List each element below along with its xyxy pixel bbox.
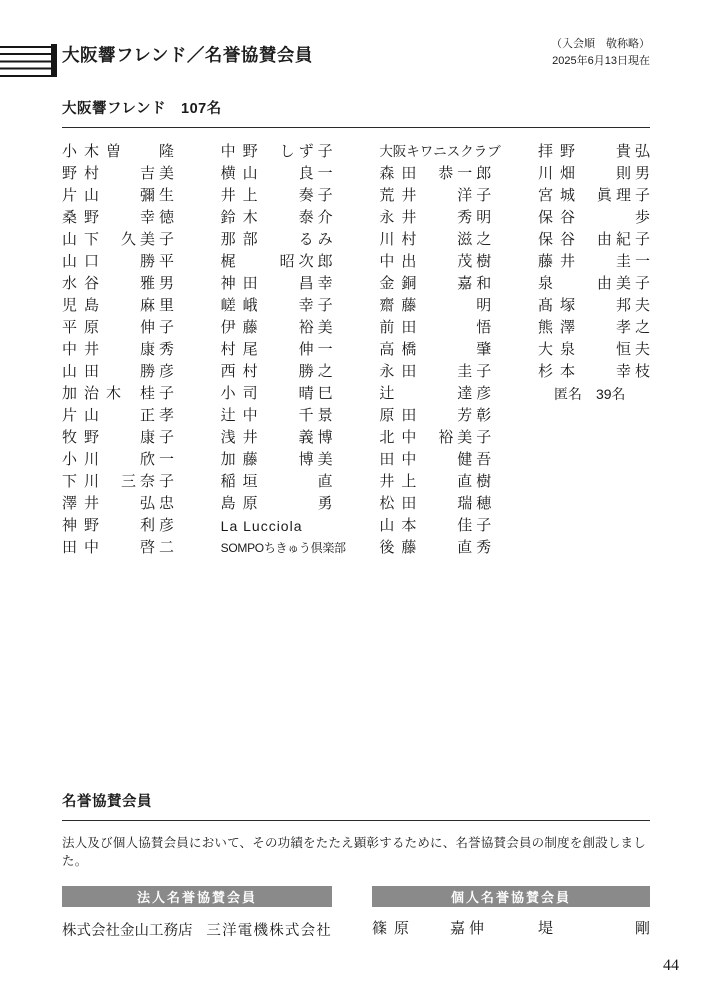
member-name — [221, 229, 333, 251]
member-name — [379, 317, 491, 339]
member-givenname: 勝 平 — [139, 253, 174, 270]
member-name — [379, 185, 491, 207]
member-givenname: 康 秀 — [139, 341, 174, 358]
name-column — [538, 141, 650, 559]
member-name — [221, 163, 333, 185]
member-organization: La Lucciola — [220, 518, 303, 534]
friends-heading: 大阪響フレンド 107名 — [62, 97, 650, 128]
member-surname: 山 口 — [62, 253, 100, 270]
member-givenname: 奏 子 — [298, 187, 333, 204]
member-givenname: 恒 夫 — [615, 341, 650, 358]
member-name — [221, 141, 333, 163]
member-givenname: 泰 介 — [298, 209, 333, 226]
member-name — [62, 471, 174, 493]
member-name — [221, 449, 333, 471]
member-name — [62, 273, 174, 295]
member-givenname: 洋 子 — [457, 187, 492, 204]
member-name — [379, 449, 491, 471]
member-givenname: 隆 — [158, 143, 174, 160]
member-name — [62, 163, 174, 185]
member-surname: 村 尾 — [220, 341, 258, 358]
member-givenname: 久 美 子 — [120, 231, 174, 248]
member-name — [62, 251, 174, 273]
page-title: 大阪響フレンド／名誉協賛会員 — [62, 45, 313, 65]
member-surname: 永 田 — [379, 363, 417, 380]
member-givenname: 昭 次 郎 — [279, 253, 333, 270]
member-name — [62, 229, 174, 251]
member-surname: 髙 塚 — [537, 297, 575, 314]
member-name — [221, 339, 333, 361]
member-givenname: 邦 夫 — [615, 297, 650, 314]
member-givenname: 幸 枝 — [615, 363, 650, 380]
member-givenname: 幸 徳 — [139, 209, 174, 226]
member-name — [538, 229, 650, 251]
member-name — [538, 273, 650, 295]
member-surname: 永 井 — [379, 209, 417, 226]
member-surname: 辻 — [379, 385, 395, 402]
member-givenname: 裕 美 — [298, 319, 333, 336]
member-givenname: 瑞 穂 — [457, 495, 492, 512]
member-givenname: 博 美 — [298, 451, 333, 468]
member-name — [538, 918, 650, 940]
music-staff-icon — [0, 44, 57, 77]
member-surname: 松 田 — [379, 495, 417, 512]
member-givenname: 良 一 — [298, 165, 333, 182]
member-givenname: 滋 之 — [457, 231, 492, 248]
member-surname: 嵯 峨 — [220, 297, 258, 314]
member-givenname: 直 秀 — [457, 539, 492, 556]
member-surname: 西 村 — [220, 363, 258, 380]
member-surname: 野 村 — [62, 165, 100, 182]
member-surname: 大 泉 — [537, 341, 575, 358]
member-name — [221, 361, 333, 383]
member-name — [538, 207, 650, 229]
individual-group — [372, 886, 650, 940]
page-number: 44 — [663, 957, 679, 974]
member-surname: 金 銅 — [379, 275, 417, 292]
member-name — [379, 361, 491, 383]
member-givenname: 康 子 — [139, 429, 174, 446]
member-givenname: 明 — [476, 297, 492, 314]
member-surname: 井 上 — [220, 187, 258, 204]
member-name — [62, 383, 174, 405]
member-name — [62, 449, 174, 471]
member-name — [538, 251, 650, 273]
member-surname: 桑 野 — [62, 209, 100, 226]
member-givenname: 幸 子 — [298, 297, 333, 314]
member-name — [538, 163, 650, 185]
member-givenname: 欣 一 — [139, 451, 174, 468]
member-surname: 杉 本 — [537, 363, 575, 380]
member-surname: 川 畑 — [537, 165, 575, 182]
member-name — [538, 141, 650, 163]
member-givenname: 剛 — [634, 920, 650, 937]
member-name — [379, 295, 491, 317]
member-surname: 島 原 — [220, 495, 258, 512]
member-surname: 荒 井 — [379, 187, 417, 204]
member-surname: 児 島 — [62, 297, 100, 314]
member-name — [62, 141, 174, 163]
member-name — [62, 361, 174, 383]
member-surname: 山 本 — [379, 517, 417, 534]
member-surname: 保 谷 — [537, 231, 575, 248]
member-name — [221, 317, 333, 339]
member-surname: 片 山 — [62, 407, 100, 424]
member-givenname: 孝 之 — [615, 319, 650, 336]
member-surname: 中 出 — [379, 253, 417, 270]
member-surname: 神 野 — [62, 517, 100, 534]
member-givenname: 由 美 子 — [596, 275, 650, 292]
member-name — [62, 515, 174, 537]
name-column — [220, 141, 346, 559]
member-name — [62, 317, 174, 339]
member-name — [379, 537, 491, 559]
member-name — [62, 185, 174, 207]
member-surname: 那 部 — [220, 231, 258, 248]
member-surname: 水 谷 — [62, 275, 100, 292]
member-surname: 平 原 — [62, 319, 100, 336]
member-surname: 神 田 — [220, 275, 258, 292]
member-name — [62, 295, 174, 317]
member-givenname: 則 男 — [615, 165, 650, 182]
corporate-group — [62, 886, 332, 940]
member-givenname: 正 孝 — [139, 407, 174, 424]
member-name — [221, 383, 333, 405]
member-name — [379, 383, 491, 405]
membership-order-note: （入会順 敬称略） — [551, 38, 650, 50]
member-surname: 高 橋 — [379, 341, 417, 358]
member-givenname: 健 吾 — [457, 451, 492, 468]
honorary-heading: 名誉協賛会員 — [62, 790, 650, 821]
member-name — [62, 339, 174, 361]
member-name — [538, 317, 650, 339]
member-name — [379, 163, 491, 185]
member-surname: 鈴 木 — [220, 209, 258, 226]
member-surname: 中 野 — [220, 143, 258, 160]
staff-lines — [0, 46, 57, 77]
member-givenname: 勇 — [317, 495, 333, 512]
member-surname: 伊 藤 — [220, 319, 258, 336]
member-surname: 森 田 — [379, 165, 417, 182]
member-givenname: 歩 — [634, 209, 650, 226]
member-givenname: 麻 里 — [139, 297, 174, 314]
member-surname: 澤 井 — [62, 495, 100, 512]
member-surname: 牧 野 — [62, 429, 100, 446]
member-name — [379, 229, 491, 251]
member-name — [538, 295, 650, 317]
member-surname: 梶 — [220, 253, 236, 270]
staff-barline — [51, 44, 57, 77]
individual-members-row — [372, 918, 650, 940]
corporate-member-name: 株式会社金山工務店 — [62, 922, 193, 939]
member-givenname: 嘉 和 — [457, 275, 492, 292]
member-name — [538, 185, 650, 207]
member-givenname: 由 紀 子 — [596, 231, 650, 248]
member-name — [221, 427, 333, 449]
member-surname: 加 藤 — [220, 451, 258, 468]
member-surname: 宮 城 — [537, 187, 575, 204]
member-surname: 横 山 — [220, 165, 258, 182]
member-surname: 田 中 — [62, 539, 100, 556]
member-givenname: 貴 弘 — [615, 143, 650, 160]
member-organization: SOMPOちきゅう倶楽部 — [220, 541, 346, 555]
member-surname: 小 司 — [220, 385, 258, 402]
member-givenname: 吉 美 — [139, 165, 174, 182]
member-givenname: 弘 忠 — [139, 495, 174, 512]
member-name — [221, 185, 333, 207]
member-surname: 泉 — [537, 275, 553, 292]
member-name — [62, 493, 174, 515]
member-surname: 保 谷 — [537, 209, 575, 226]
header-notes — [551, 36, 650, 70]
member-surname: 拝 野 — [537, 143, 575, 160]
member-name — [221, 207, 333, 229]
member-name — [379, 405, 491, 427]
corporate-member-name: 三洋電機株式会社 — [206, 922, 332, 939]
member-givenname: 眞 理 子 — [596, 187, 650, 204]
member-name — [62, 207, 174, 229]
member-givenname: 三 奈 子 — [120, 473, 174, 490]
member-name — [379, 207, 491, 229]
member-name — [379, 273, 491, 295]
member-givenname: 勝 彦 — [139, 363, 174, 380]
member-givenname: 伸 子 — [139, 319, 174, 336]
member-organization: 大阪キワニスクラブ — [379, 144, 501, 159]
member-givenname: 圭 子 — [457, 363, 492, 380]
name-column — [379, 141, 501, 559]
member-name — [221, 251, 333, 273]
member-surname: 小 川 — [62, 451, 100, 468]
member-givenname: 達 彦 — [457, 385, 492, 402]
member-surname: 中 井 — [62, 341, 100, 358]
member-surname: 稲 垣 — [220, 473, 258, 490]
member-surname: 田 中 — [379, 451, 417, 468]
member-surname: 前 田 — [379, 319, 417, 336]
member-givenname: 嘉 伸 — [449, 920, 484, 937]
member-name — [372, 918, 484, 940]
corporate-group-header: 法人名誉協賛会員 — [62, 886, 332, 907]
member-surname: 熊 澤 — [537, 319, 575, 336]
member-surname: 浅 井 — [220, 429, 258, 446]
member-givenname: 直 — [317, 473, 333, 490]
individual-group-header: 個人名誉協賛会員 — [372, 886, 650, 907]
honorary-groups — [62, 886, 650, 940]
member-name — [221, 405, 333, 427]
member-surname: 片 山 — [62, 187, 100, 204]
member-givenname: 啓 二 — [139, 539, 174, 556]
member-surname: 辻 中 — [220, 407, 258, 424]
member-givenname: 晴 巳 — [298, 385, 333, 402]
member-givenname: 義 博 — [298, 429, 333, 446]
member-name — [221, 471, 333, 493]
member-name — [379, 251, 491, 273]
anonymous-members-count: 匿名 39名 — [553, 386, 626, 402]
member-surname: 川 村 — [379, 231, 417, 248]
member-givenname: 圭 一 — [615, 253, 650, 270]
member-surname: 北 中 — [379, 429, 417, 446]
member-name — [379, 471, 491, 493]
member-name — [379, 515, 491, 537]
as-of-date: 2025年6月13日現在 — [552, 55, 650, 67]
member-name — [221, 295, 333, 317]
member-name — [62, 427, 174, 449]
member-givenname: 肇 — [476, 341, 492, 358]
name-column — [62, 141, 174, 559]
member-givenname: 芳 彰 — [457, 407, 492, 424]
member-surname: 山 田 — [62, 363, 100, 380]
member-givenname: 直 樹 — [457, 473, 492, 490]
member-name — [62, 537, 174, 559]
member-surname: 後 藤 — [379, 539, 417, 556]
member-name — [221, 273, 333, 295]
member-name — [538, 361, 650, 383]
friends-section — [62, 97, 650, 559]
member-name — [379, 493, 491, 515]
member-givenname: 雅 男 — [139, 275, 174, 292]
member-surname: 齋 藤 — [379, 297, 417, 314]
member-givenname: 昌 幸 — [298, 275, 333, 292]
honorary-section — [62, 790, 650, 940]
member-givenname: 茂 樹 — [457, 253, 492, 270]
member-name — [379, 339, 491, 361]
honorary-description: 法人及び個人協賛会員において、その功績をたたえ顕彰するために、名誉協賛会員の制度を創設しました。 — [62, 836, 646, 868]
member-givenname: 千 景 — [298, 407, 333, 424]
friends-name-grid — [62, 141, 650, 559]
member-surname: 加 治 木 — [62, 385, 122, 402]
member-givenname: 伸 一 — [298, 341, 333, 358]
member-givenname: 桂 子 — [139, 385, 174, 402]
member-name — [221, 493, 333, 515]
member-givenname: 彌 生 — [139, 187, 174, 204]
member-surname: 堤 — [538, 920, 554, 937]
member-givenname: 秀 明 — [457, 209, 492, 226]
member-givenname: 恭 一 郎 — [438, 165, 492, 182]
member-surname: 山 下 — [62, 231, 100, 248]
member-surname: 篠 原 — [372, 920, 410, 937]
member-name — [538, 339, 650, 361]
member-givenname: る み — [298, 231, 333, 248]
member-surname: 藤 井 — [537, 253, 575, 270]
member-surname: 下 川 — [62, 473, 100, 490]
member-givenname: 勝 之 — [298, 363, 333, 380]
member-givenname: 佳 子 — [457, 517, 492, 534]
member-surname: 原 田 — [379, 407, 417, 424]
member-name — [62, 405, 174, 427]
member-givenname: 悟 — [476, 319, 492, 336]
member-givenname: し ず 子 — [279, 143, 333, 160]
corporate-members-row — [62, 918, 332, 940]
member-givenname: 利 彦 — [139, 517, 174, 534]
member-name — [379, 427, 491, 449]
member-surname: 井 上 — [379, 473, 417, 490]
member-surname: 小 木 曽 — [62, 143, 122, 160]
member-givenname: 裕 美 子 — [438, 429, 492, 446]
